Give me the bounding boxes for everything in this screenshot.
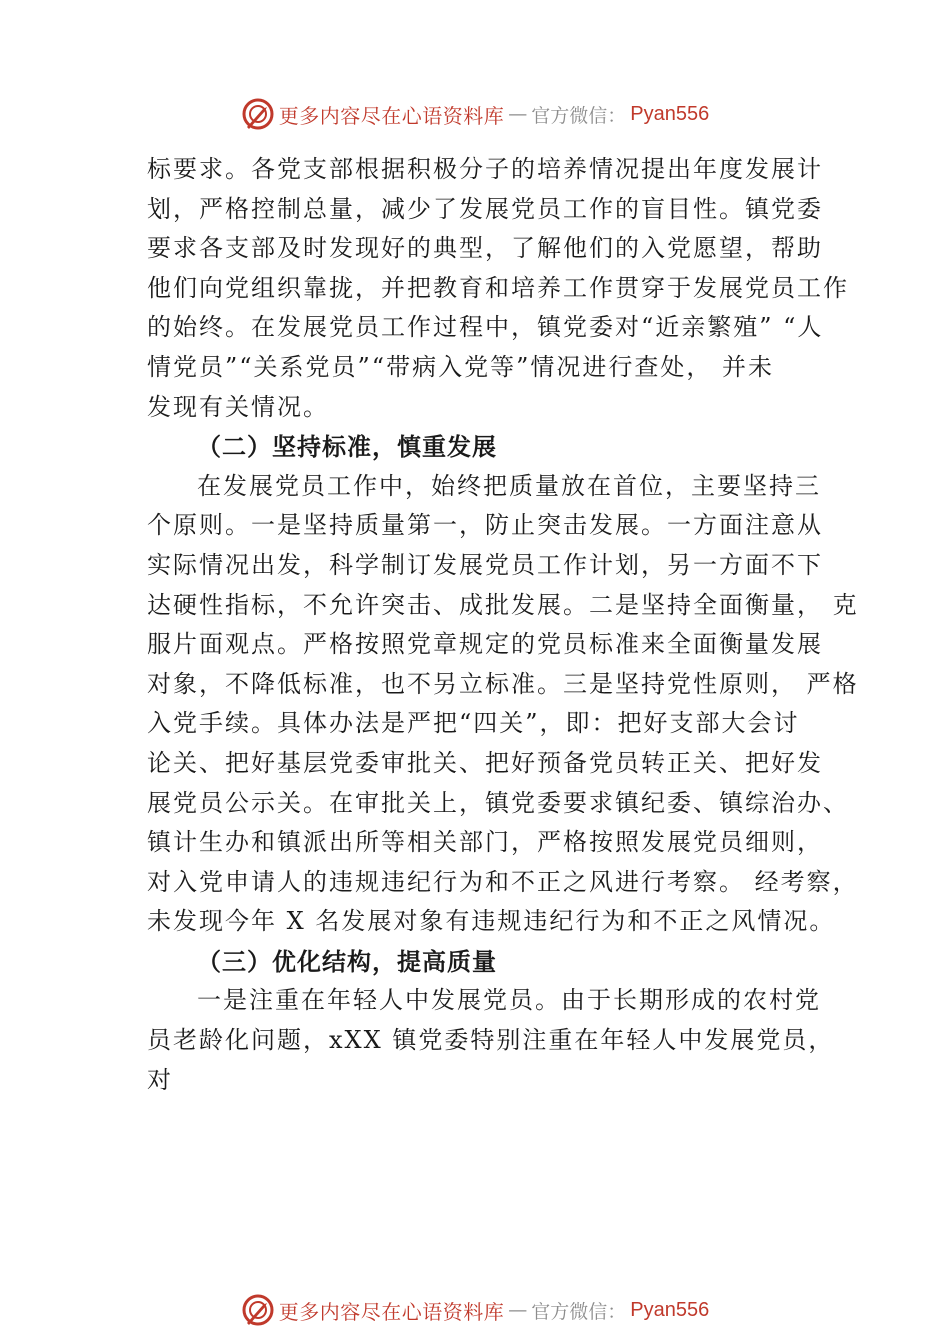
text-line: 入党手续。具体办法是严把“四关”，即：把好支部大会讨 [147,709,800,738]
text-line: 在发展党员工作中，始终把质量放在首位，主要坚持三 [197,471,821,500]
watermark-dash: — [508,1299,528,1321]
paragraph-3 [147,981,835,1100]
watermark-footer [0,1290,950,1330]
text-line: 一是注重在年轻人中发展党员。由于长期形成的农村党 [197,986,821,1015]
watermark-handle: Pyan556 [630,1298,710,1321]
text-line: 划，严格控制总量，减少了发展党员工作的盲目性。镇党委 [147,194,823,223]
text-line: 对入党申请人的违规违纪行为和不正之风进行考察。 经考察， [147,867,859,896]
text-line: 服片面观点。严格按照党章规定的党员标准来全面衡量发展 [147,630,823,659]
text-line: 个原则。一是坚持质量第一，防止突击发展。一方面注意从 [147,511,823,540]
text-line: 的始终。在发展党员工作过程中，镇党委对“近亲繁殖” “人 [147,313,824,342]
pen-logo-icon [241,97,275,131]
text-line: 发现有关情况。 [147,392,329,421]
text-line: 标要求。各党支部根据积极分子的培养情况提出年度发展计 [147,155,823,183]
text-line: 未发现今年 X 名发展对象有违规违纪行为和不正之风情况。 [147,907,836,936]
watermark-header [0,94,950,134]
text-line: 镇计生办和镇派出所等相关部门，严格按照发展党员细则， [147,828,823,857]
text-line: 对 [147,1065,173,1094]
watermark-side-text: 官方微信： [531,1300,627,1323]
watermark-main-text: 更多内容尽在心语资料库 [278,103,505,128]
pen-logo-icon [241,1293,275,1327]
text-line: 对象，不降低标准，也不另立标准。三是坚持党性原则， 严格 [147,669,859,698]
watermark-handle: Pyan556 [630,102,710,125]
text-line: 情党员”“关系党员”“带病入党等”情况进行查处， 并未 [147,352,774,381]
text-line: 达硬性指标，不允许突击、成批发展。二是坚持全面衡量， 克 [147,590,859,619]
text-line: 实际情况出发，科学制订发展党员工作计划，另一方面不下 [147,550,823,579]
document-body [147,150,859,1100]
text-line: 论关、把好基层党委审批关、把好预备党员转正关、把好发 [147,748,823,777]
text-line: 员老龄化问题，xXX 镇党委特别注重在年轻人中发展党员， [147,1026,835,1055]
watermark-main-text: 更多内容尽在心语资料库 [278,1299,505,1324]
section-heading-3: （三）优化结构，提高质量 [197,946,497,976]
text-line: 展党员公示关。在审批关上，镇党委要求镇纪委、镇综治办、 [147,788,849,817]
watermark-side-text: 官方微信： [531,104,627,127]
watermark-dash: — [508,103,528,125]
paragraph-1 [147,150,849,427]
text-line: 要求各支部及时发现好的典型，了解他们的入党愿望，帮助 [147,234,823,263]
section-heading-2: （二）坚持标准，慎重发展 [197,432,497,462]
text-line: 他们向党组织靠拢，并把教育和培养工作贯穿于发展党员工作 [147,273,849,302]
paragraph-2 [147,467,859,942]
